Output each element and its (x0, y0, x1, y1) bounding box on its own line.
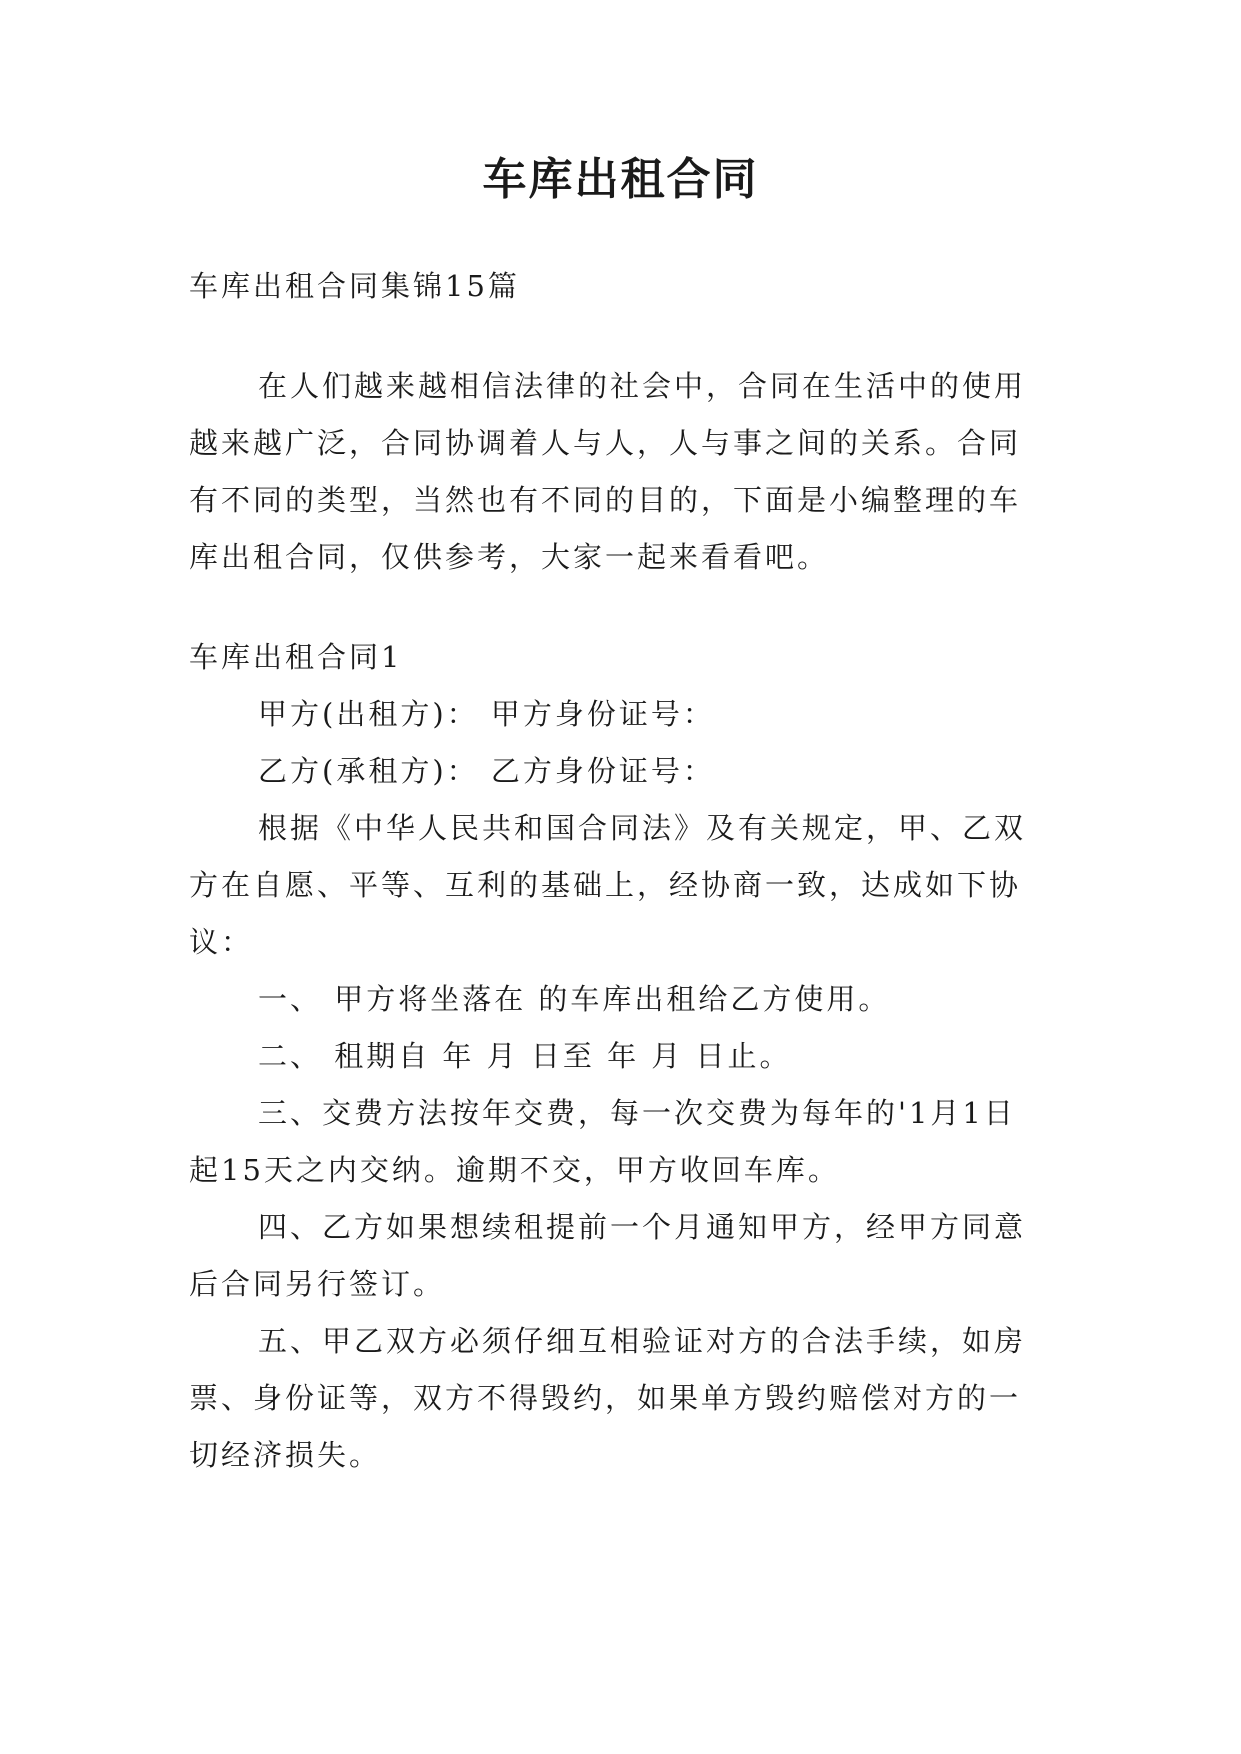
basis-line-3: 议： (189, 925, 254, 959)
intro-line-4: 库出租合同，仅供参考，大家一起来看看吧。 (189, 540, 830, 574)
party-b-line: 乙方(承租方)： 乙方身份证号： (258, 754, 715, 788)
clause-5-line-1: 五、甲乙双方必须仔细互相验证对方的合法手续，如房 (258, 1324, 1027, 1358)
intro-line-1: 在人们越来越相信法律的社会中，合同在生活中的使用 (258, 369, 1027, 403)
document-title: 车库出租合同 (482, 154, 759, 205)
party-a-line: 甲方(出租方)： 甲方身份证号： (258, 697, 715, 731)
intro-line-3: 有不同的类型，当然也有不同的目的，下面是小编整理的车 (189, 483, 1022, 517)
clause-2: 二、 租期自 年 月 日至 年 月 日止。 (258, 1039, 792, 1073)
basis-line-1: 根据《中华人民共和国合同法》及有关规定，甲、乙双 (258, 811, 1027, 845)
document-subtitle: 车库出租合同集锦15篇 (189, 269, 520, 303)
basis-line-2: 方在自愿、平等、互利的基础上，经协商一致，达成如下协 (189, 868, 1022, 902)
section-heading: 车库出租合同1 (189, 640, 403, 674)
clause-3-line-1: 三、交费方法按年交费，每一次交费为每年的'1月1日 (258, 1096, 1016, 1130)
clause-1: 一、 甲方将坐落在 的车库出租给乙方使用。 (258, 982, 891, 1016)
clause-3-line-2: 起15天之内交纳。逾期不交，甲方收回车库。 (189, 1153, 840, 1187)
intro-line-2: 越来越广泛，合同协调着人与人，人与事之间的关系。合同 (189, 426, 1022, 460)
clause-5-line-3: 切经济损失。 (189, 1438, 382, 1472)
clause-4-line-2: 后合同另行签订。 (189, 1267, 446, 1301)
clause-4-line-1: 四、乙方如果想续租提前一个月通知甲方，经甲方同意 (258, 1210, 1027, 1244)
clause-5-line-2: 票、身份证等，双方不得毁约，如果单方毁约赔偿对方的一 (189, 1381, 1022, 1415)
